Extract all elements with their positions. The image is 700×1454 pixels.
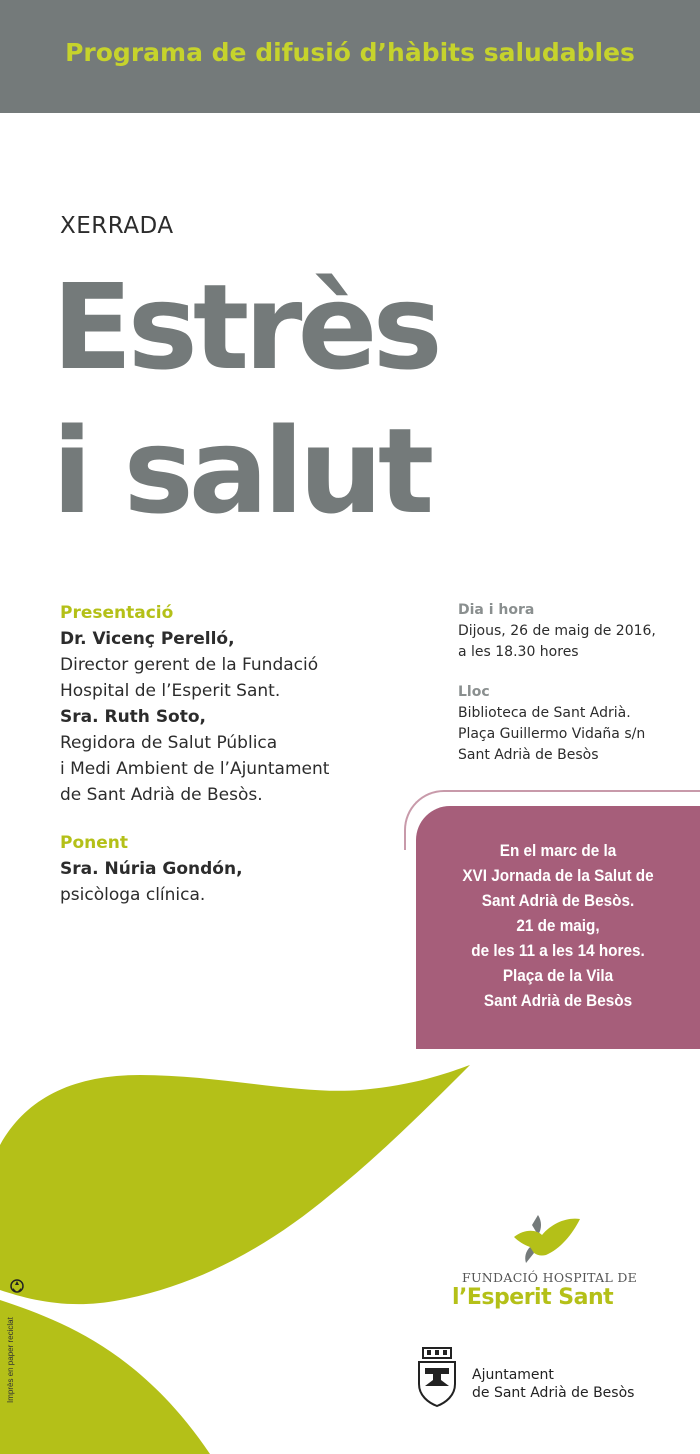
jornada-line3: Sant Adrià de Besòs. — [481, 891, 635, 910]
ajuntament-line2: de Sant Adrià de Besòs — [472, 1385, 635, 1401]
header-title: Programa de difusió d’hàbits saludables — [65, 38, 635, 67]
title-line-2: i salut — [52, 402, 430, 540]
speaker2-role-line2: i Medi Ambient de l’Ajuntament — [60, 759, 330, 779]
speaker2-role-line3: de Sant Adrià de Besòs. — [60, 785, 263, 805]
title-line-1: Estrès — [52, 258, 438, 396]
municipal-shield-icon — [415, 1346, 459, 1408]
ajuntament-line1: Ajuntament — [472, 1367, 554, 1383]
ponent-name: Sra. Núria Gondón, — [60, 859, 243, 879]
ponent-label: Ponent — [60, 833, 128, 853]
speaker1-role-line2: Hospital de l’Esperit Sant. — [60, 681, 281, 701]
when-line1: Dijous, 26 de maig de 2016, — [458, 623, 656, 639]
ajuntament-logo-text — [472, 1366, 634, 1402]
recycled-paper-note: Imprès en paper reciclat — [6, 1317, 15, 1403]
where-label: Lloc — [458, 684, 490, 700]
where-line1: Biblioteca de Sant Adrià. — [458, 705, 631, 721]
jornada-line1: En el marc de la — [499, 841, 617, 860]
event-type: XERRADA — [60, 213, 174, 239]
speaker2-role-line1: Regidora de Salut Pública — [60, 733, 278, 753]
dove-icon — [512, 1207, 582, 1265]
jornada-text — [430, 838, 686, 1013]
speaker2-name: Sra. Ruth Soto, — [60, 707, 207, 727]
ponent-role: psicòloga clínica. — [60, 885, 206, 905]
jornada-line4: 21 de maig, — [516, 916, 600, 935]
jornada-line2: XVI Jornada de la Salut de — [462, 866, 654, 885]
jornada-line5: de les 11 a les 14 hores. — [471, 941, 645, 960]
hospital-logo-line2: l’Esperit Sant — [452, 1285, 614, 1310]
speaker1-name: Dr. Vicenç Perelló, — [60, 629, 235, 649]
presentation-label: Presentació — [60, 603, 174, 623]
where-line3: Sant Adrià de Besòs — [458, 747, 599, 763]
event-details-column — [458, 600, 698, 766]
where-line2: Plaça Guillermo Vidaña s/n — [458, 726, 646, 742]
speaker1-role-line1: Director gerent de la Fundació — [60, 655, 319, 675]
hospital-logo-line1: FUNDACIÓ HOSPITAL DE — [462, 1270, 638, 1285]
jornada-line6: Plaça de la Vila — [502, 966, 614, 985]
presenters-column — [60, 600, 400, 908]
jornada-box — [416, 806, 700, 1049]
when-line2: a les 18.30 hores — [458, 644, 579, 660]
jornada-line7: Sant Adrià de Besòs — [483, 991, 633, 1010]
when-label: Dia i hora — [458, 602, 535, 618]
recycle-icon — [10, 1279, 24, 1293]
